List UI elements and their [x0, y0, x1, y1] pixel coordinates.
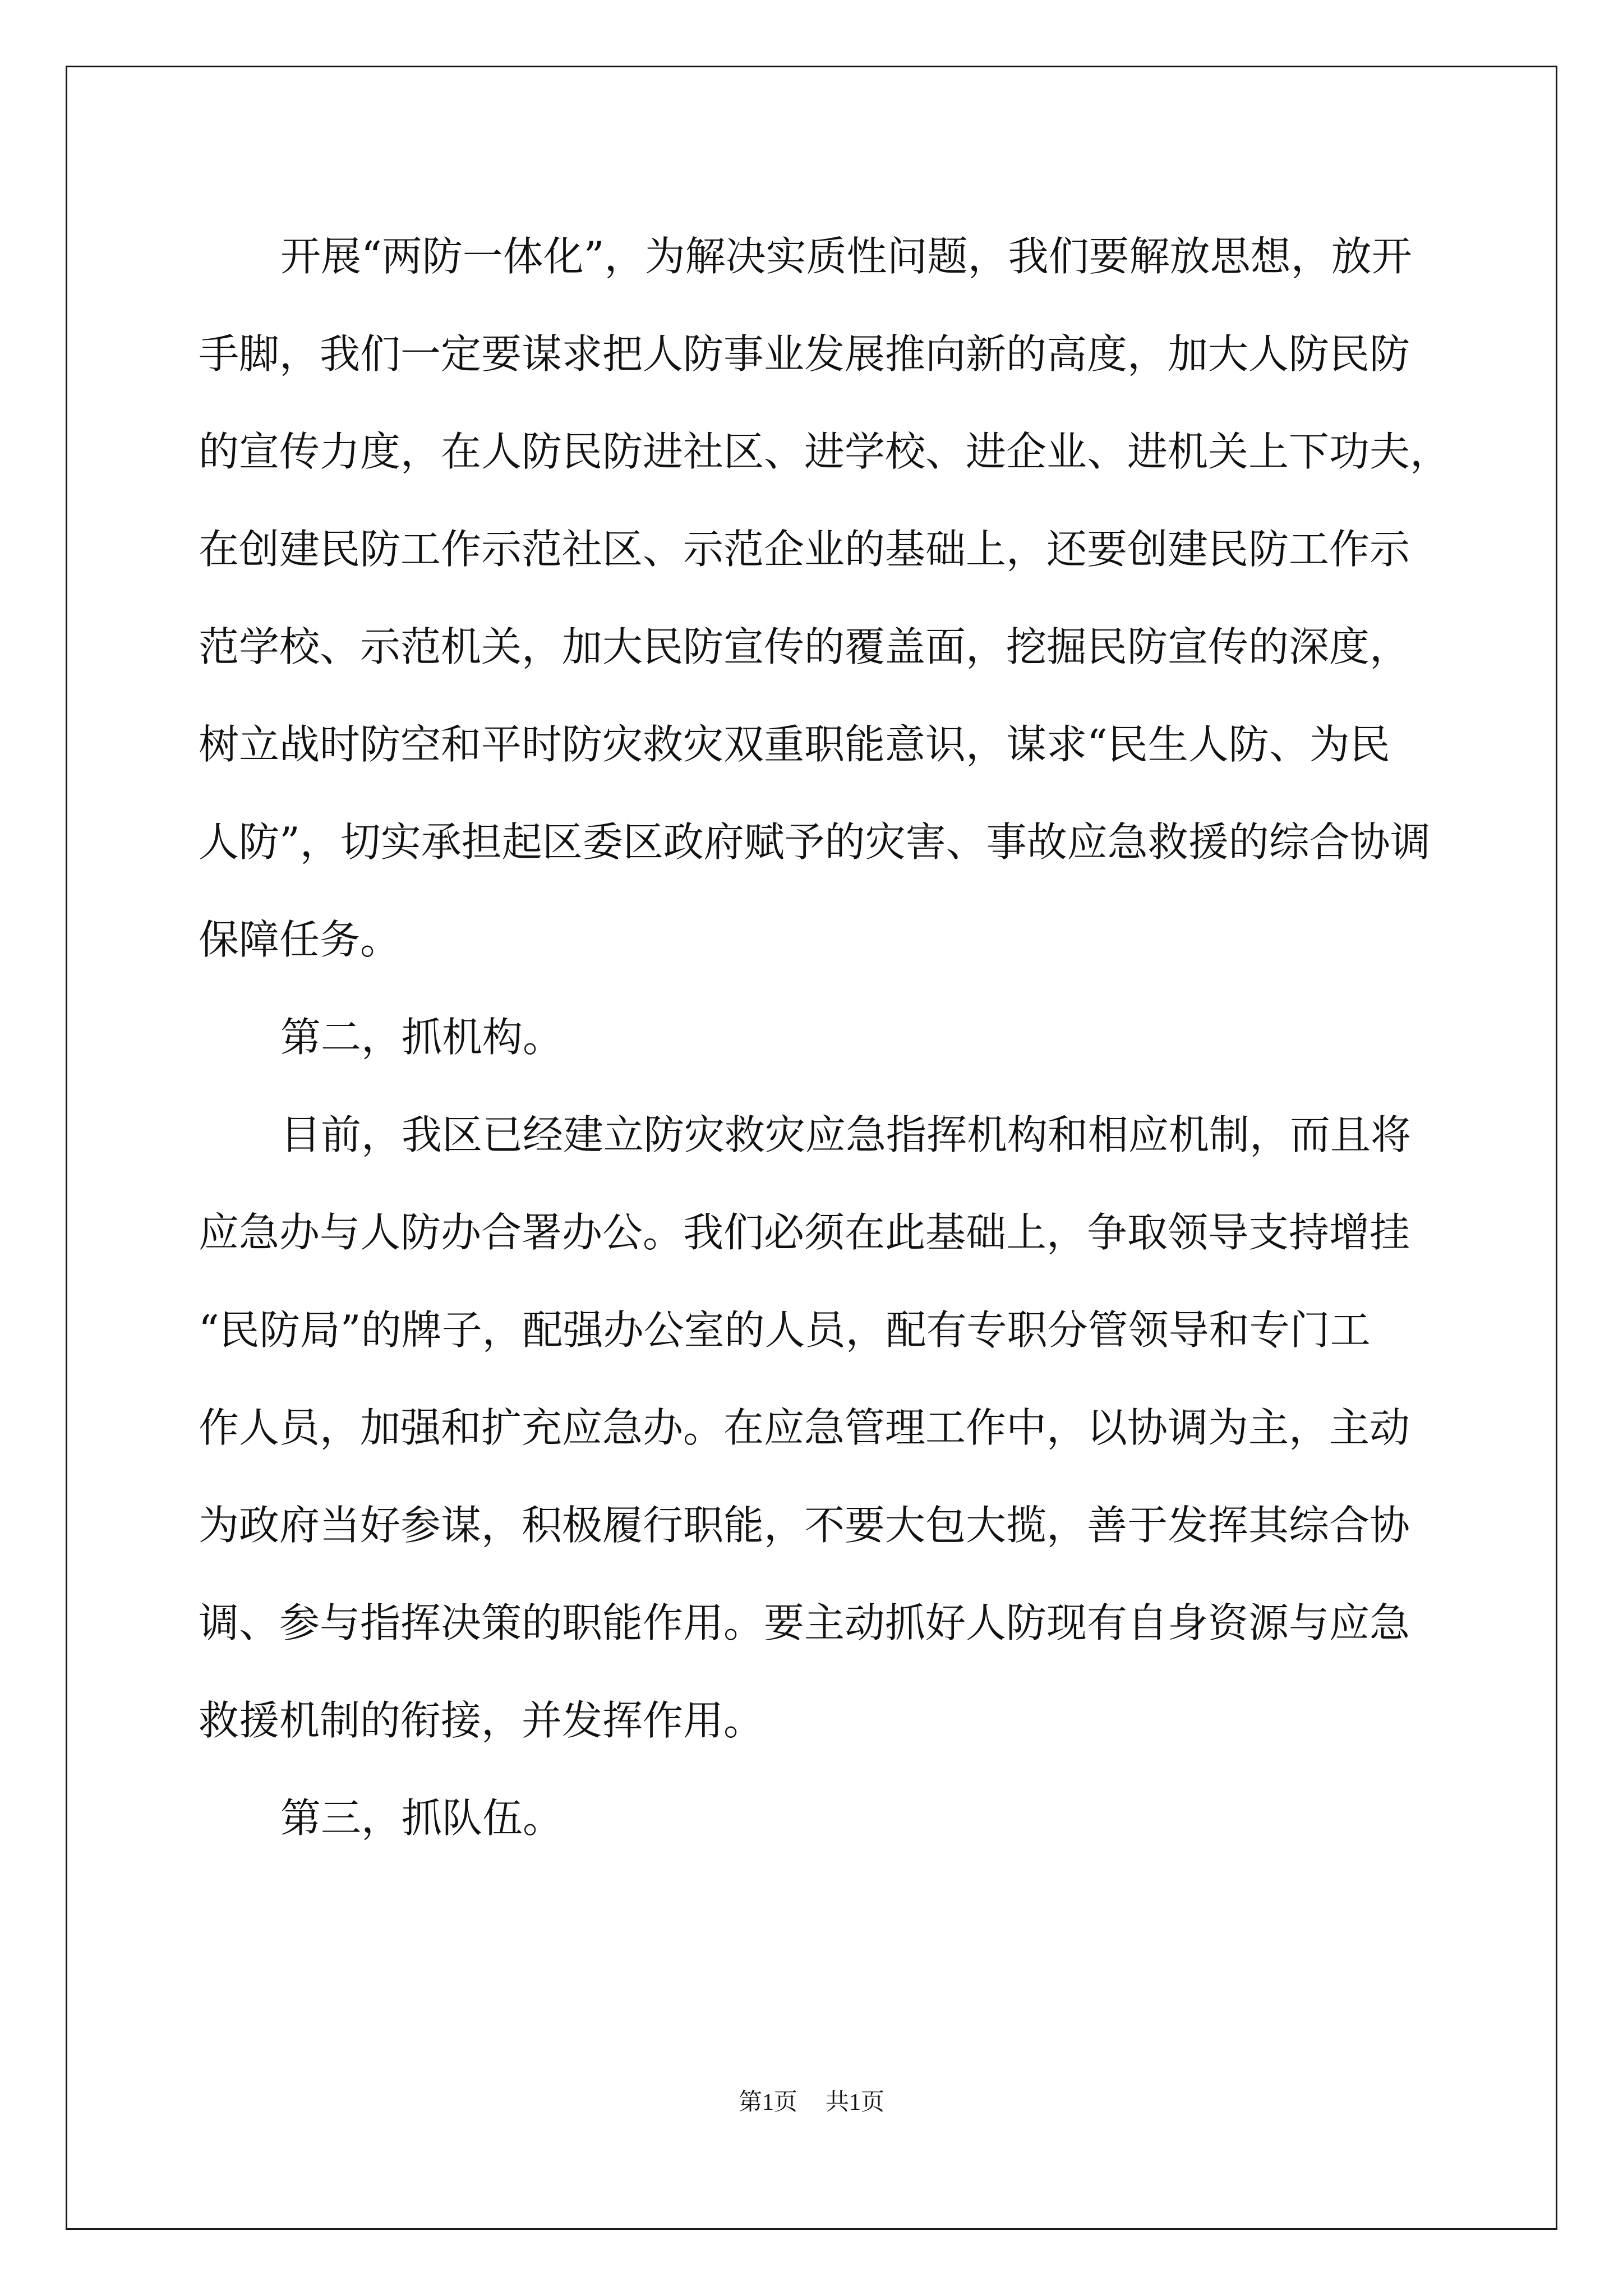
paragraph-line: 树立战时防空和平时防灾救灾双重职能意识，谋求“民生人防、为民 [199, 721, 1390, 768]
paragraph-line: 保障任务。 [199, 916, 401, 963]
paragraph-line: “民防局”的牌子，配强办公室的人员，配有专职分管领导和专门工 [199, 1306, 1371, 1354]
page-total: 共1页 [826, 2090, 885, 2115]
page-number: 第1页 [738, 2090, 797, 2115]
paragraph-line: 为政府当好参谋，积极履行职能，不要大包大揽，善于发挥其综合协 [199, 1502, 1410, 1549]
paragraph-line: 应急办与人防办合署办公。我们必须在此基础上，争取领导支持增挂 [199, 1209, 1410, 1256]
paragraph-line: 手脚，我们一定要谋求把人防事业发展推向新的高度，加大人防民防 [199, 330, 1410, 378]
paragraph-line: 调、参与指挥决策的职能作用。要主动抓好人防现有自身资源与应急 [199, 1599, 1410, 1646]
document-body [199, 208, 1451, 1867]
section-heading: 第二，抓机构。 [280, 1014, 564, 1061]
paragraph-line: 开展“两防一体化”，为解决实质性问题，我们要解放思想，放开 [280, 233, 1412, 280]
paragraph-line: 作人员，加强和扩充应急办。在应急管理工作中，以协调为主，主动 [199, 1404, 1410, 1451]
paragraph-line: 在创建民防工作示范社区、示范企业的基础上，还要创建民防工作示 [199, 526, 1410, 573]
paragraph-line: 范学校、示范机关，加大民防宣传的覆盖面，挖掘民防宣传的深度， [199, 623, 1410, 670]
paragraph-line: 的宣传力度，在人防民防进社区、进学校、进企业、进机关上下功夫， [199, 428, 1451, 475]
page-footer [0, 2086, 1623, 2119]
paragraph-line: 目前，我区已经建立防灾救灾应急指挥机构和相应机制，而且将 [280, 1111, 1412, 1158]
paragraph-line: 救援机制的衔接，并发挥作用。 [199, 1697, 764, 1744]
paragraph-line: 人防”，切实承担起区委区政府赋予的灾害、事故应急救援的综合协调 [199, 818, 1431, 866]
section-heading: 第三，抓队伍。 [280, 1795, 564, 1842]
